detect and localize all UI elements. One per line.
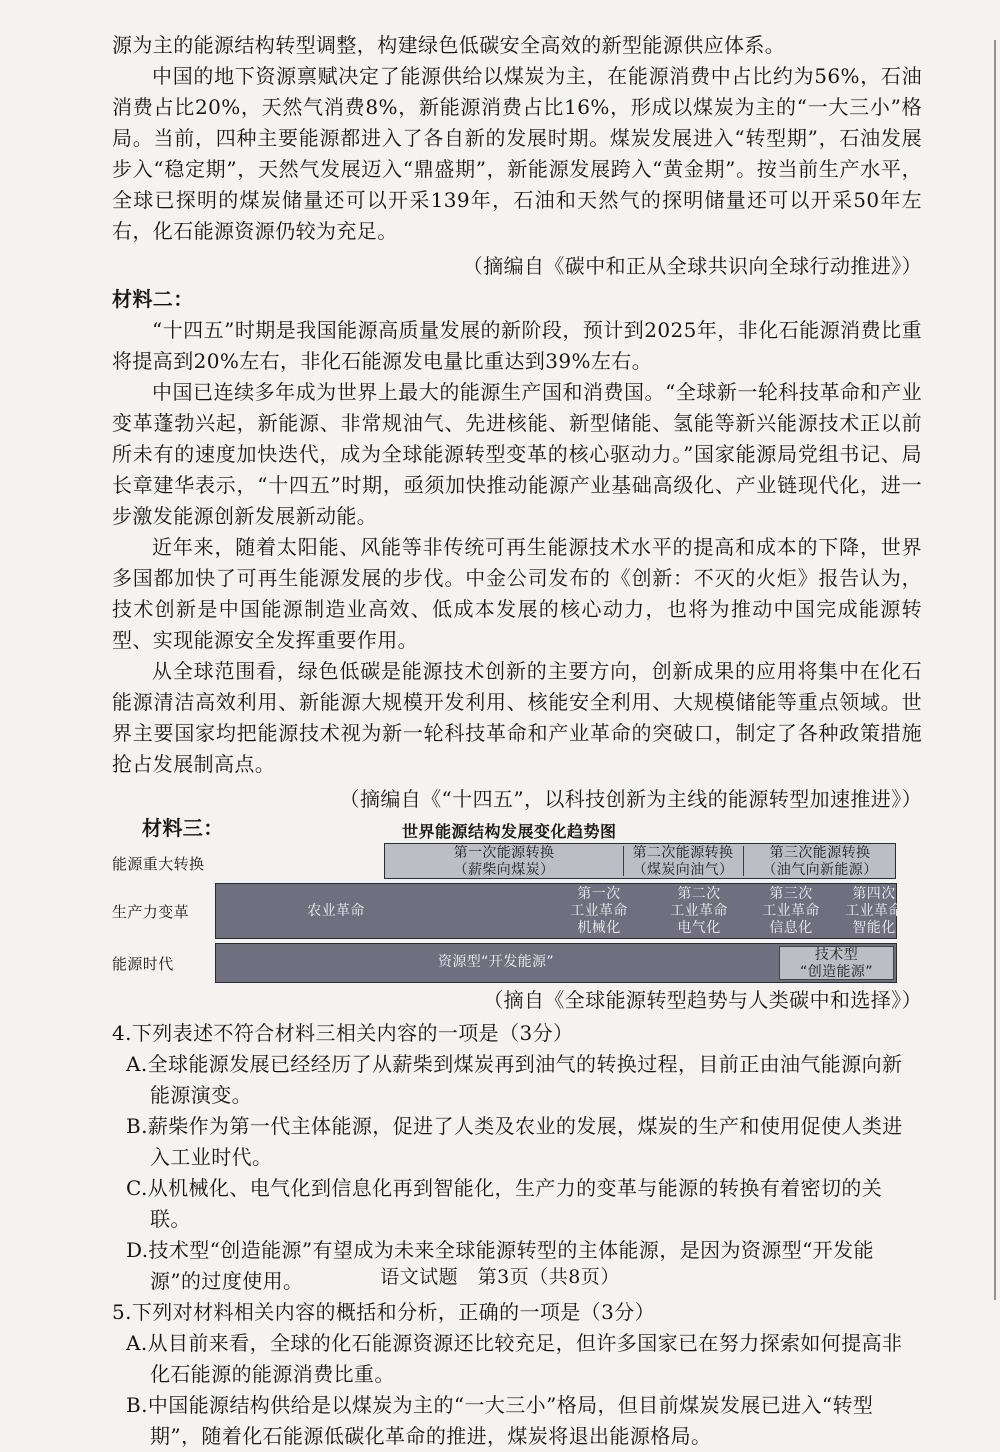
- paragraph: 从全球范围看，绿色低碳是能源技术创新的主要方向，创新成果的应用将集中在化石能源清洁高效利用、新能源大规模开发利用、核能安全利用、大规模储能等重点领域。世界主要国家均把能源技术视为新一轮科技革命和产业革命的突破口，制定了各种政策措施抢占发展制高点。: [112, 659, 922, 776]
- content-column: [112, 30, 922, 1452]
- transition-segment-3: [744, 845, 896, 879]
- segment-line: 信息化: [769, 920, 813, 936]
- paragraph: 中国已连续多年成为世界上最大的能源生产国和消费国。“全球新一轮科技革命和产业变革蓬勃兴起，新能源、非常规油气、先进核能、新型储能、氢能等新兴能源技术正以前所未有的速度加快迭代，成为全球能源转型变革的核心驱动力。”国家能源局党组书记、局长章建华表示，“十四五”时期，亟须加快推动能源产业基础高级化、产业链现代化，进一步激发能源创新发展新动能。: [112, 380, 922, 528]
- energy-trend-chart: [112, 816, 922, 980]
- segment-line: 智能化: [852, 920, 896, 936]
- productivity-segment-4: [836, 886, 912, 937]
- productivity-segment-2: [654, 886, 744, 937]
- segment-line: 工业革命: [670, 903, 728, 919]
- segment-line: 第一次能源转换: [453, 845, 555, 861]
- question-4-stem: 4.下列表述不符合材料三相关内容的一项是（3分）: [112, 1021, 574, 1045]
- segment-line: 第三次: [769, 886, 813, 902]
- segment-line: 工业革命: [845, 903, 903, 919]
- paragraph: 源为主的能源结构转型调整，构建绿色低碳安全高效的新型能源供应体系。: [112, 33, 786, 57]
- productivity-segment-1: [554, 886, 644, 937]
- segment-line: 资源型“开发能源”: [437, 954, 555, 970]
- productivity-segment-3: [746, 886, 836, 937]
- transition-segment-1: [385, 845, 623, 879]
- segment-line: 第二次能源转换: [632, 845, 734, 861]
- question-4-option-a: A.全球能源发展已经经历了从薪柴到煤炭再到油气的转换过程，目前正由油气能源向新能源演变。: [126, 1052, 903, 1107]
- question-5-stem: 5.下列对材料相关内容的概括和分析，正确的一项是（3分）: [112, 1300, 656, 1324]
- segment-line: （油气向新能源）: [762, 862, 878, 878]
- energy-era-bar: [215, 943, 897, 983]
- source-citation: （摘编自《“十四五”，以科技创新为主线的能源转型加速推进》）: [339, 787, 922, 811]
- transition-segment-2: [624, 845, 742, 879]
- segment-line: 技术型: [814, 947, 859, 963]
- segment-line: 工业革命: [570, 903, 628, 919]
- question-4-option-d: D.技术型“创造能源”有望成为未来全球能源转型的主体能源，是因为资源型“开发能源”的过度使用。: [126, 1238, 874, 1293]
- segment-line: 农业革命: [307, 903, 365, 919]
- chart-title: 世界能源结构发展变化趋势图: [402, 822, 617, 841]
- material-heading: 材料三：: [142, 816, 224, 840]
- segment-line: 第一次: [577, 886, 621, 902]
- question-4-option-c: C.从机械化、电气化到信息化再到智能化，生产力的变革与能源的转换有着密切的关联。: [126, 1176, 883, 1231]
- energy-transition-bar: [384, 843, 896, 879]
- segment-line: 机械化: [577, 920, 621, 936]
- productivity-bar: [215, 883, 903, 939]
- question-5-option-a: A.从目前来看，全球的化石能源资源还比较充足，但许多国家已在努力探索如何提高非化石能源的能源消费比重。: [126, 1331, 903, 1386]
- question-5-option-b: B.中国能源结构供给是以煤炭为主的“一大三小”格局，但目前煤炭发展已进入“转型期”，随着化石能源低碳化革命的推进，煤炭将退出能源格局。: [126, 1393, 874, 1448]
- paragraph: 中国的地下资源禀赋决定了能源供给以煤炭为主，在能源消费中占比约为56%，石油消费占比20%，天然气消费8%，新能源消费占比16%，形成以煤炭为主的“一大三小”格局。当前，四种主要能源都进入了各自新的发展时期。煤炭发展进入“转型期”，石油发展步入“稳定期”，天然气发展迈入“鼎盛期”，新能源发展跨入“黄金期”。按当前生产水平，全球已探明的煤炭储量还可以开采139年，石油和天然气的探明储量还可以开采50年左右，化石能源资源仍较为充足。: [112, 64, 922, 243]
- row-label-energy-transition: 能源重大转换: [112, 855, 205, 873]
- question-4-option-b: B.薪柴作为第一代主体能源，促进了人类及农业的发展，煤炭的生产和使用促使人类进入工业时代。: [126, 1114, 903, 1169]
- row-label-energy-era: 能源时代: [112, 955, 174, 973]
- segment-line: 第三次能源转换: [769, 845, 871, 861]
- source-citation: （摘自《全球能源转型趋势与人类碳中和选择》）: [483, 988, 922, 1012]
- paragraph: 近年来，随着太阳能、风能等非传统可再生能源技术水平的提高和成本的下降，世界多国都加快了可再生能源发展的步伐。中金公司发布的《创新：不灭的火炬》报告认为，技术创新是中国能源制造业高效、低成本发展的核心动力，也将为推动中国完成能源转型、实现能源安全发挥重要作用。: [112, 535, 922, 652]
- scan-edge-line: [994, 40, 996, 1300]
- source-citation: （摘编自《碳中和正从全球共识向全球行动推进》）: [462, 254, 922, 278]
- segment-line: 第四次: [852, 886, 896, 902]
- segment-line: （薪柴向煤炭）: [453, 862, 555, 878]
- page-footer: 语文试题 第3页（共8页）: [380, 1266, 620, 1288]
- era-segment-technology: [779, 946, 894, 980]
- era-segment-resource: [216, 954, 776, 971]
- segment-line: 电气化: [677, 920, 721, 936]
- segment-line: “创造能源”: [800, 964, 873, 980]
- segment-line: 工业革命: [762, 903, 820, 919]
- paragraph: “十四五”时期是我国能源高质量发展的新阶段，预计到2025年，非化石能源消费比重将提高到20%左右，非化石能源发电量比重达到39%左右。: [112, 318, 922, 373]
- row-label-productivity: 生产力变革: [112, 903, 190, 921]
- material-heading: 材料二：: [112, 287, 194, 311]
- productivity-segment-agriculture: [216, 903, 456, 920]
- segment-line: （煤炭向油气）: [632, 862, 734, 878]
- segment-line: 第二次: [677, 886, 721, 902]
